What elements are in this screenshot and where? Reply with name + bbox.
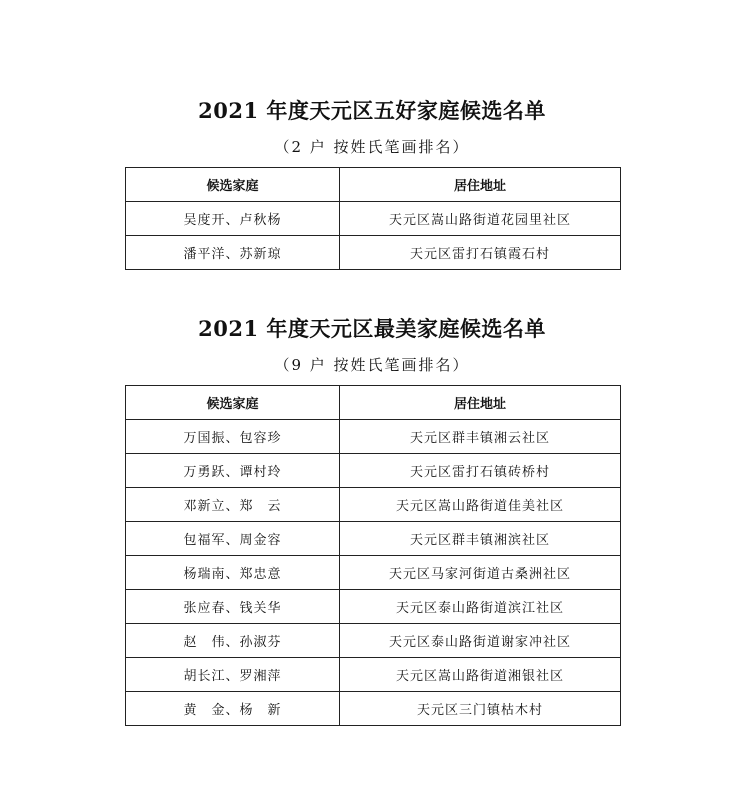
section-subtitle-five-good-families: （2 户 按姓氏笔画排名） (274, 138, 470, 156)
family-cell: 万国振、包容珍 (126, 420, 340, 454)
address-cell: 天元区嵩山路街道花园里社区 (340, 202, 621, 236)
address-cell: 天元区嵩山路街道佳美社区 (340, 488, 621, 522)
address-cell: 天元区泰山路街道滨江社区 (340, 590, 621, 624)
family-cell: 杨瑞南、郑忠意 (126, 556, 340, 590)
section-title-most-beautiful-families: 2021 年度天元区最美家庭候选名单 (198, 316, 546, 341)
table-row (126, 488, 621, 522)
address-cell: 天元区泰山路街道谢家冲社区 (340, 624, 621, 658)
column-header-family: 候选家庭 (126, 168, 340, 202)
table-row (126, 590, 621, 624)
table-header-row (126, 386, 621, 420)
family-cell: 黄 金、杨 新 (126, 692, 340, 726)
address-cell: 天元区马家河街道古桑洲社区 (340, 556, 621, 590)
address-cell: 天元区群丰镇湘滨社区 (340, 522, 621, 556)
family-cell: 包福军、周金容 (126, 522, 340, 556)
address-cell: 天元区雷打石镇霞石村 (340, 236, 621, 270)
candidate-table-most-beautiful-families (125, 385, 621, 726)
table-header-row (126, 168, 621, 202)
family-cell: 吴度开、卢秋杨 (126, 202, 340, 236)
family-cell: 张应春、钱关华 (126, 590, 340, 624)
address-cell: 天元区三门镇枯木村 (340, 692, 621, 726)
column-header-address: 居住地址 (340, 168, 621, 202)
table-row (126, 202, 621, 236)
address-cell: 天元区嵩山路街道湘银社区 (340, 658, 621, 692)
table-row (126, 692, 621, 726)
table-row (126, 420, 621, 454)
table-row (126, 236, 621, 270)
candidate-table-five-good-families (125, 167, 621, 270)
address-cell: 天元区群丰镇湘云社区 (340, 420, 621, 454)
column-header-address: 居住地址 (340, 386, 621, 420)
table-row (126, 624, 621, 658)
table-row (126, 522, 621, 556)
family-cell: 胡长江、罗湘萍 (126, 658, 340, 692)
address-cell: 天元区雷打石镇砖桥村 (340, 454, 621, 488)
table-row (126, 556, 621, 590)
family-cell: 万勇跃、谭村玲 (126, 454, 340, 488)
table-row (126, 658, 621, 692)
family-cell: 邓新立、郑 云 (126, 488, 340, 522)
family-cell: 赵 伟、孙淑芬 (126, 624, 340, 658)
family-cell: 潘平洋、苏新琼 (126, 236, 340, 270)
column-header-family: 候选家庭 (126, 386, 340, 420)
section-title-five-good-families: 2021 年度天元区五好家庭候选名单 (198, 98, 546, 123)
section-subtitle-most-beautiful-families: （9 户 按姓氏笔画排名） (274, 356, 470, 374)
table-row (126, 454, 621, 488)
